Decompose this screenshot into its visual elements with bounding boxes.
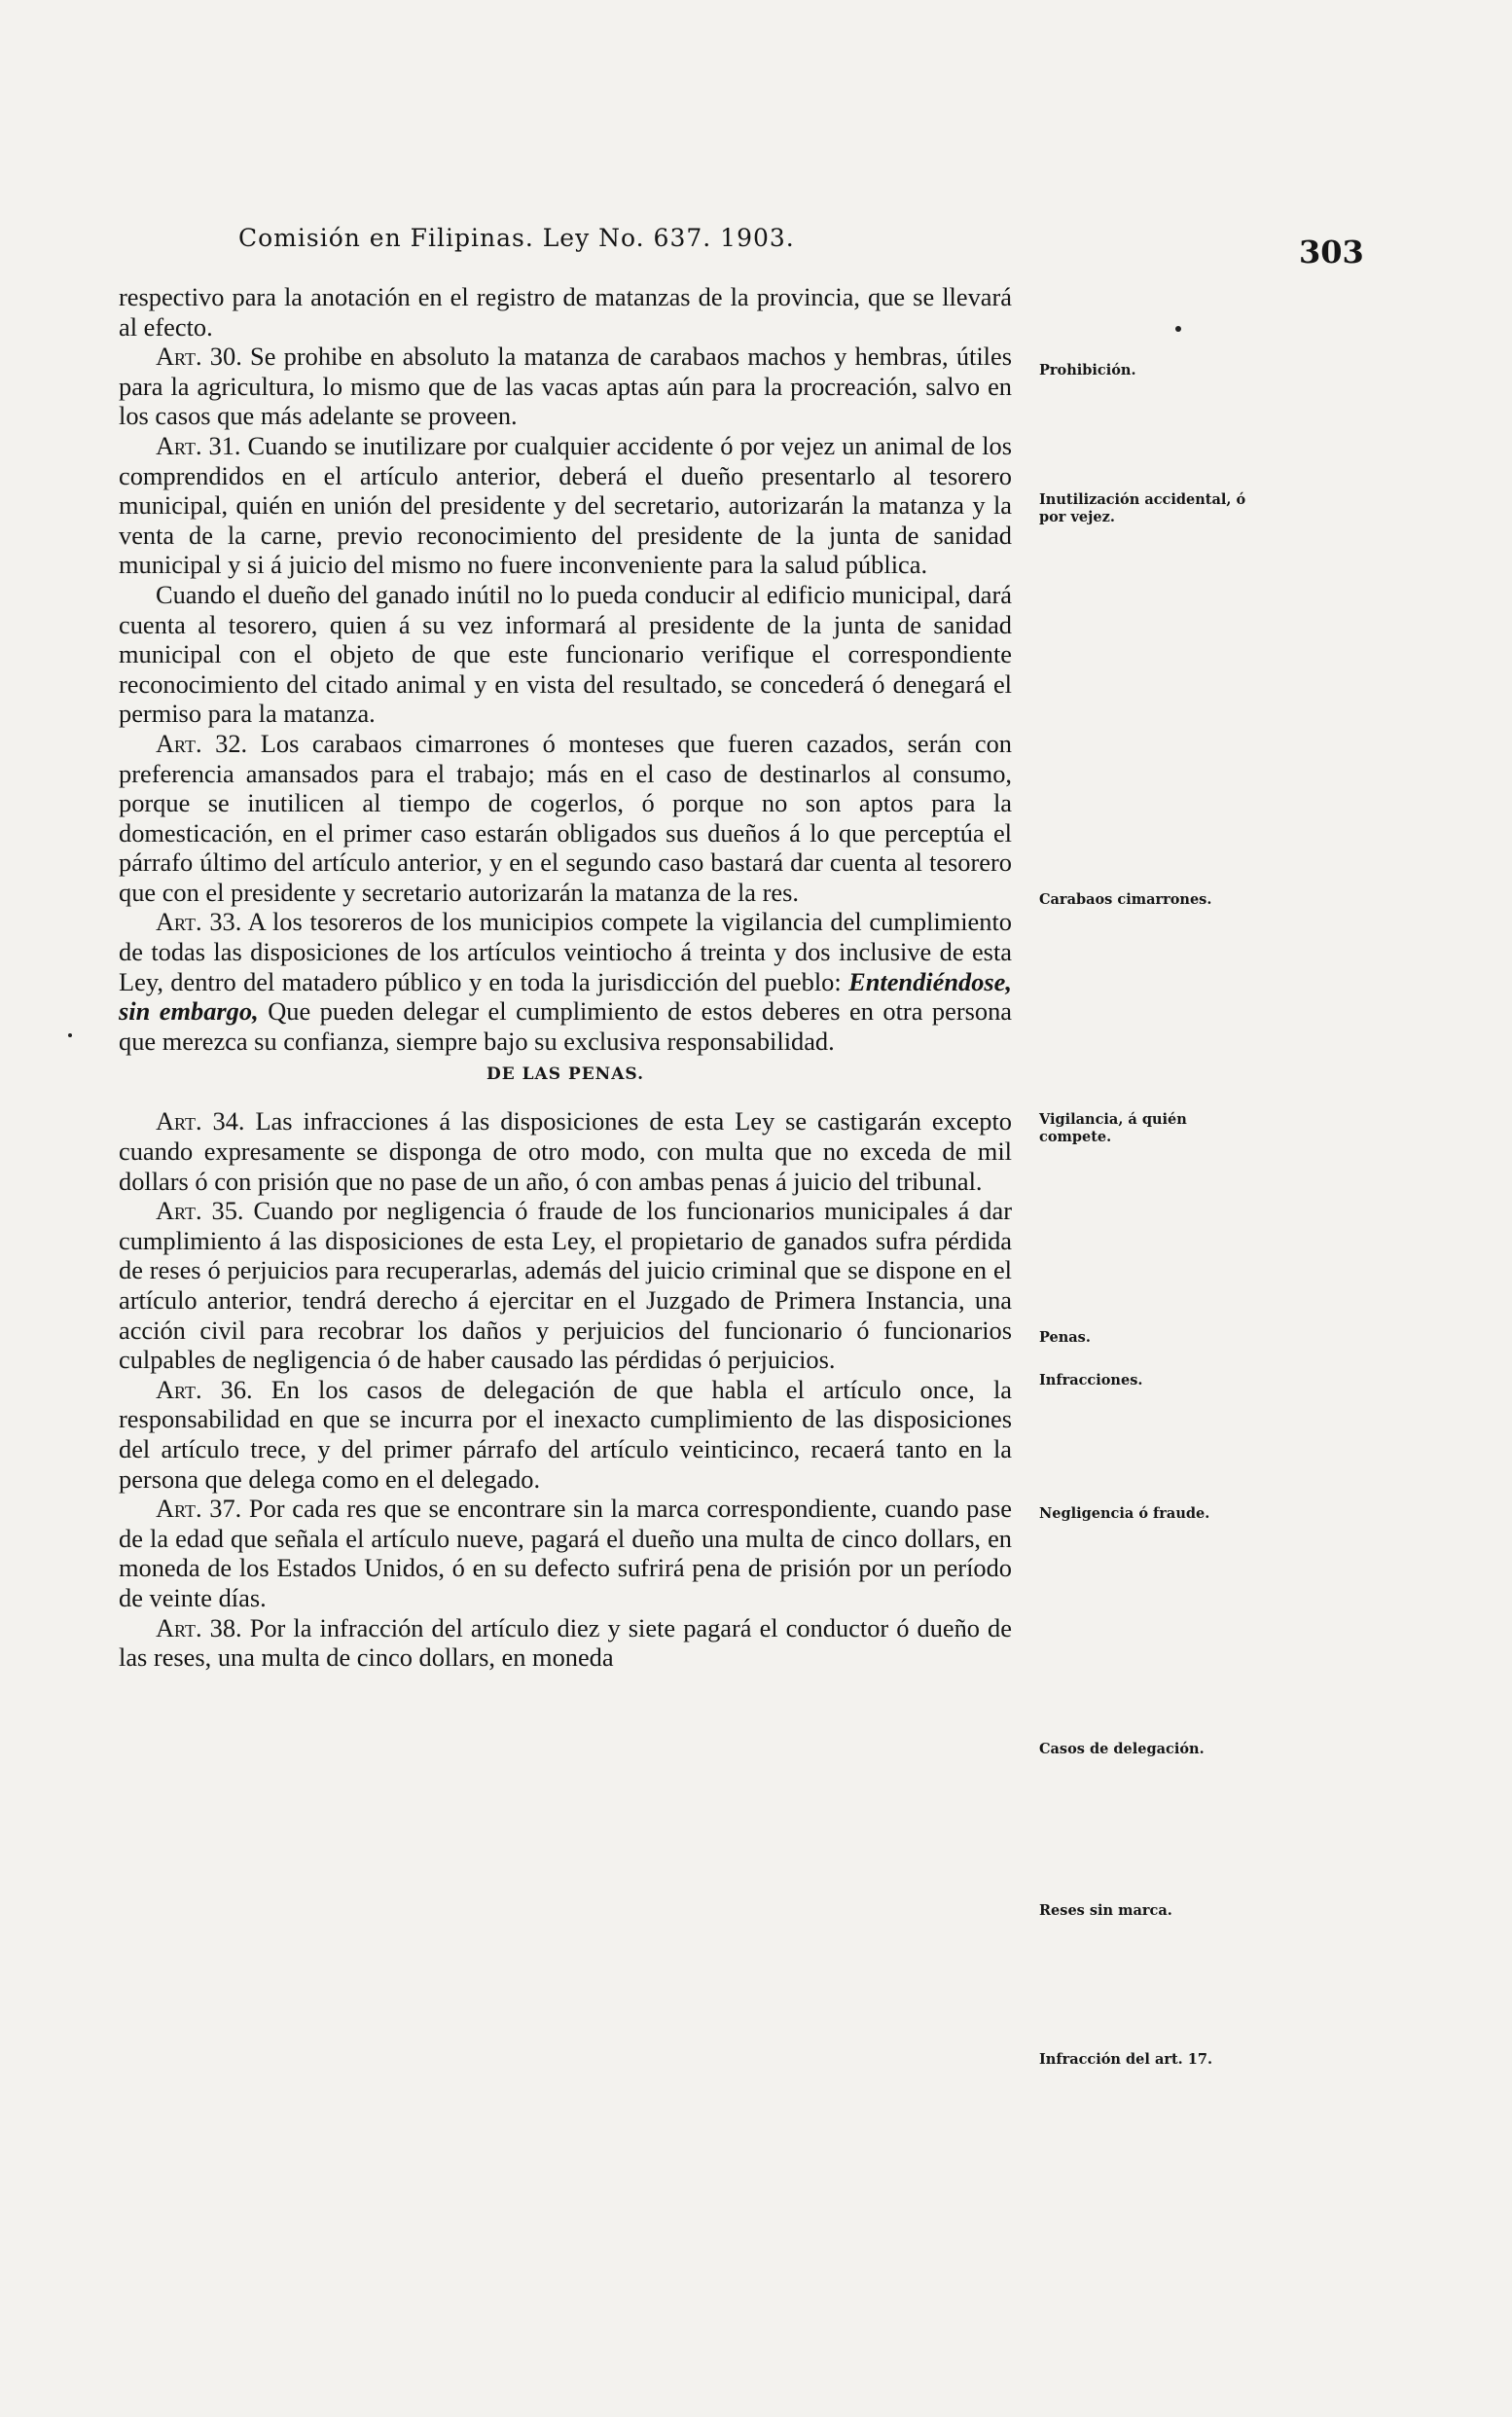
article-label: Art. 33. (156, 907, 242, 937)
page-number: 303 (1299, 234, 1364, 271)
article-31-paragraph-2: Cuando el dueño del ganado inútil no lo pueda conducir al edificio municipal, dará cuenta al tesorero, quien á su vez informará al presidente de la junta de sanidad municipal con el objeto de que este funcionario verifique el correspondiente reconocimiento del citado animal y en vista del resultado, se concederá ó denegará el permiso para la matanza. (119, 579, 1012, 729)
article-text: Las infracciones á las disposiciones de esta Ley se castigarán excepto cuando expresamente se disponga de otro modo, con multa que no exceda de mil dollars ó con prisión que no pase de un año, ó con ambas penas á juicio del tribunal. (119, 1106, 1012, 1196)
margin-note-penas: Penas. (1039, 1329, 1091, 1346)
article-31 (119, 431, 1012, 580)
article-38 (119, 1613, 1012, 1673)
article-label: Art. 36. (156, 1374, 253, 1404)
article-label: Art. 35. (156, 1196, 244, 1226)
margin-note-infracciones: Infracciones. (1039, 1372, 1143, 1389)
article-text: A los tesoreros de los municipios compete la vigilancia del cumplimiento de todas las disposiciones de los artículos veintiocho á treinta y dos inclusive de esta Ley, dentro del matadero público y en toda la jurisdicción del pueblo: (119, 907, 1012, 996)
ink-speck (68, 1033, 72, 1037)
margin-note-infraccion-art17: Infracción del art. 17. (1039, 2051, 1213, 2068)
running-head: Comisión en Filipinas. Ley No. 637. 1903. (238, 224, 795, 252)
article-text: Cuando se inutilizare por cualquier accidente ó por vejez un animal de los comprendidos en el artículo anterior, deberá el dueño presentarlo al tesorero municipal, quién en unión del presidente y del secretario, autorizarán la matanza y la venta de la carne, previo reconocimiento del presidente de la junta de sanidad municipal y si á juicio del mismo no fuere inconveniente para la salud pública. (119, 430, 1012, 580)
article-text: Por cada res que se encontrare sin la marca correspondiente, cuando pase de la edad que señala el artículo nueve, pagará el dueño una multa de cinco dollars, en moneda de los Estados Unidos, ó en su defecto sufrirá pena de prisión por un período de veinte días. (119, 1494, 1012, 1612)
margin-note-negligencia: Negligencia ó fraude. (1039, 1505, 1210, 1522)
article-text: Se prohibe en absoluto la matanza de carabaos machos y hembras, útiles para la agricultura, lo mismo que de las vacas aptas aún para la procreación, salvo en los casos que más adelante se proveen. (119, 342, 1012, 431)
margin-note-reses-sin-marca: Reses sin marca. (1039, 1902, 1172, 1919)
article-34 (119, 1106, 1012, 1196)
ink-speck (1175, 326, 1181, 332)
body-text (119, 282, 1012, 1673)
article-label: Art. 37. (156, 1494, 242, 1524)
article-label: Art. 34. (156, 1106, 245, 1136)
margin-note-casos-delegacion: Casos de delegación. (1039, 1741, 1205, 1757)
article-text: Por la infracción del artículo diez y siete pagará el conductor ó dueño de las reses, una multa de cinco dollars, en moneda (119, 1612, 1012, 1673)
article-label: Art. 30. (156, 342, 242, 372)
margin-note-inutilizacion: Inutilización accidental, ó por vejez. (1039, 491, 1246, 525)
paragraph-continuation: respectivo para la anotación en el registro de matanzas de la provincia, que se llevará al efecto. (119, 282, 1012, 342)
margin-note-vigilancia: Vigilancia, á quién compete. (1039, 1111, 1187, 1145)
article-30 (119, 342, 1012, 431)
article-36 (119, 1375, 1012, 1494)
article-32 (119, 729, 1012, 908)
article-37 (119, 1494, 1012, 1612)
article-33 (119, 907, 1012, 1056)
article-35 (119, 1196, 1012, 1375)
article-label: Art. 32. (156, 728, 248, 758)
article-text: Que pueden delegar el cumplimiento de estos deberes en otra persona que merezca su confianza, siempre bajo su exclusiva responsabilidad. (119, 996, 1012, 1056)
margin-note-carabaos: Carabaos cimarrones. (1039, 891, 1212, 908)
section-heading: DE LAS PENAS. (486, 1064, 644, 1085)
article-label: Art. 38. (156, 1612, 242, 1642)
article-text: Cuando por negligencia ó fraude de los funcionarios municipales á dar cumplimiento á las disposiciones de esta Ley, el propietario de ganados sufra pérdida de reses ó perjuicios para recuperarlas, además del juicio criminal que se dispone en el artículo anterior, tendrá derecho á ejercitar en el Juzgado de Primera Instancia, una acción civil para recobrar los daños y perjuicios del funcionario ó funcionarios culpables de negligencia ó de haber causado las pérdidas ó perjuicios. (119, 1196, 1012, 1375)
article-label: Art. 31. (156, 430, 241, 460)
article-text: Los carabaos cimarrones ó monteses que fueren cazados, serán con preferencia amansados para el trabajo; más en el caso de destinarlos al consumo, porque se inutilicen al tiempo de cogerlos, ó porque no son aptos para la domesticación, en el primer caso estarán obligados sus dueños á lo que perceptúa el párrafo último del artículo anterior, y en el segundo caso bastará dar cuenta al tesorero que con el presidente y secretario autorizarán la matanza de la res. (119, 728, 1012, 907)
article-text: En los casos de delegación de que habla el artículo once, la responsabilidad en que se incurra por el inexacto cumplimiento de las disposiciones del artículo trece, y del primer párrafo del artículo veinticinco, recaerá tanto en la persona que delega como en el delegado. (119, 1374, 1012, 1494)
margin-note-prohibicion: Prohibición. (1039, 362, 1136, 379)
article-emphasis: Entendiéndose, sin embargo, (119, 966, 1012, 1027)
